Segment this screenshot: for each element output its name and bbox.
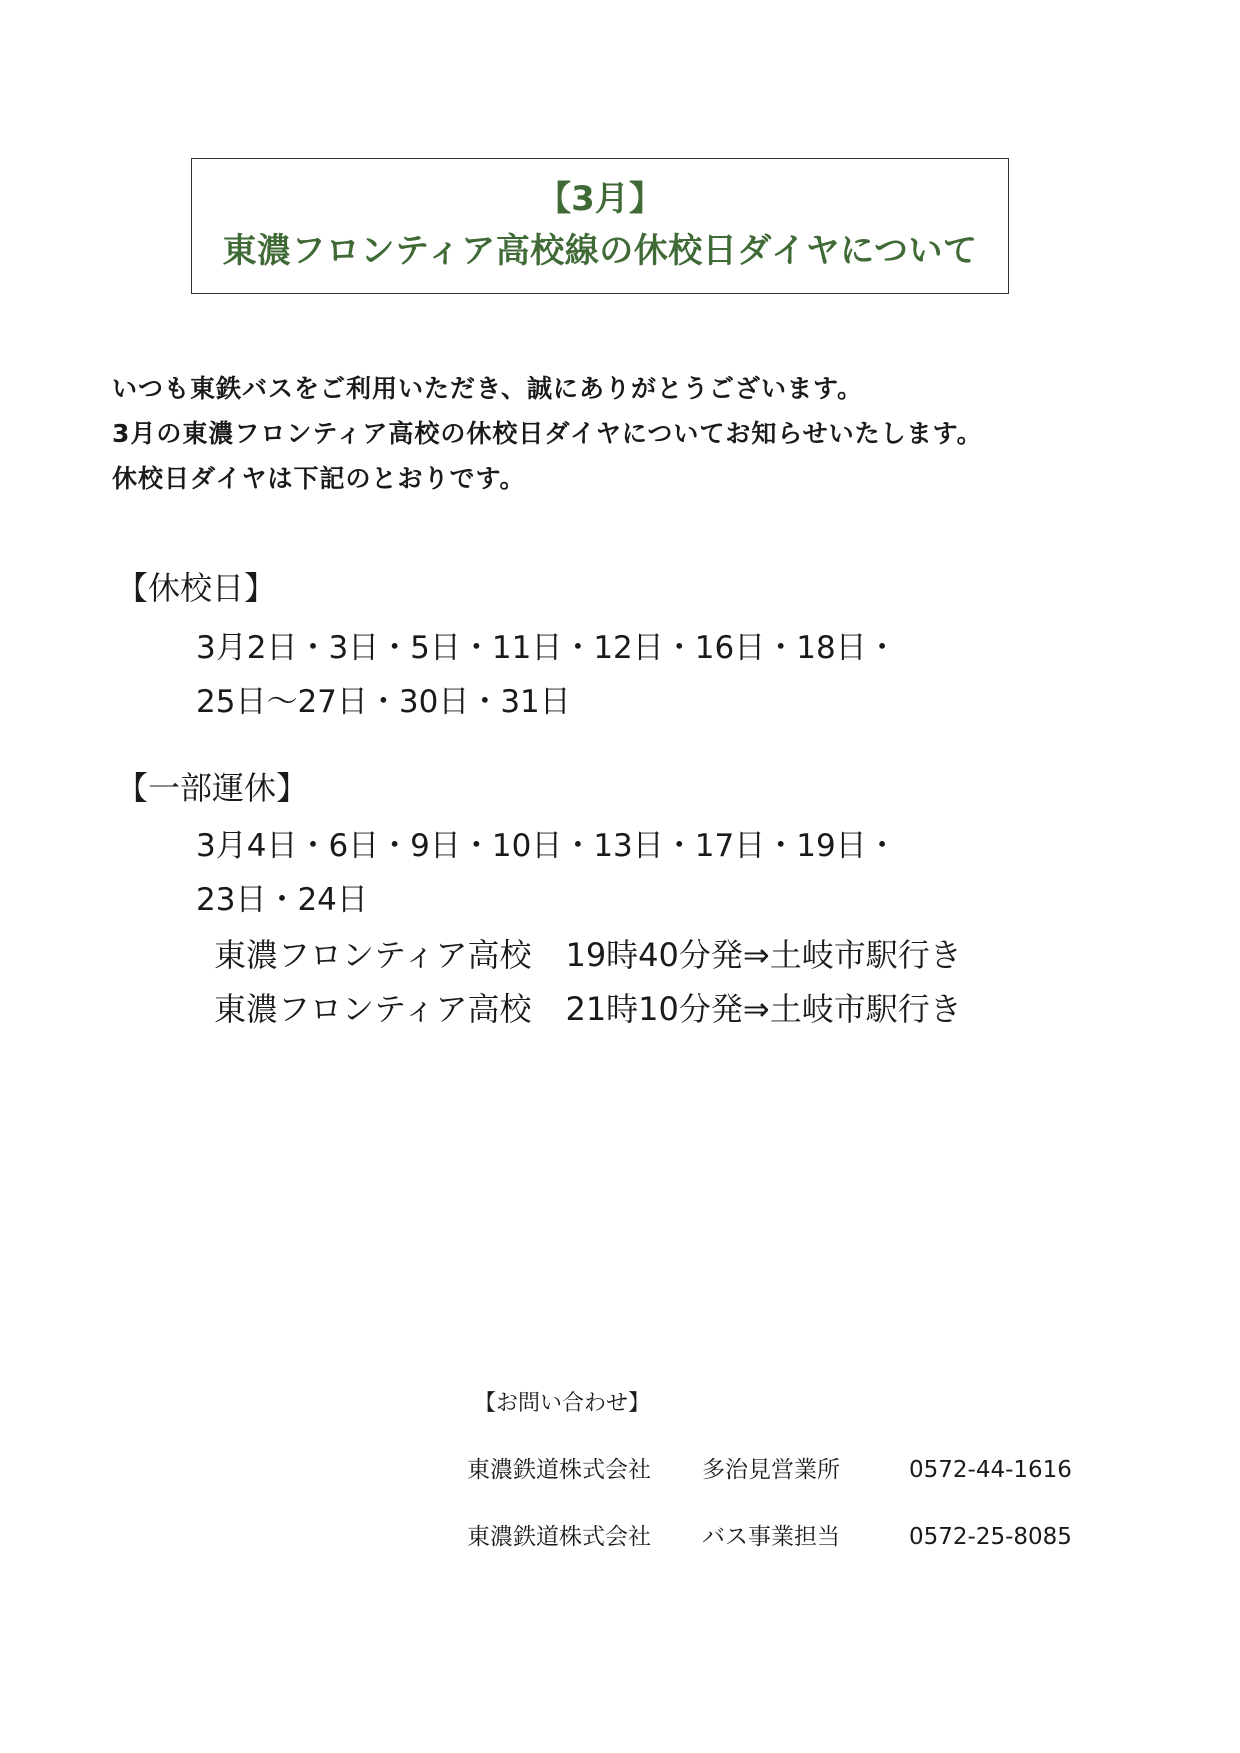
page-title: 東濃フロンティア高校線の休校日ダイヤについて xyxy=(222,231,978,271)
trip-stop: 東濃フロンティア高校 xyxy=(214,936,532,974)
intro-paragraph xyxy=(112,366,1112,501)
trip-service: 19時40分発⇒土岐市駅行き xyxy=(565,936,962,974)
suspended-trips xyxy=(214,928,962,1036)
trip-stop: 東濃フロンティア高校 xyxy=(214,990,532,1028)
suspended-trip xyxy=(214,982,962,1036)
partial-suspension-heading: 【一部運休】 xyxy=(116,769,309,807)
closed-days-dates xyxy=(196,621,898,729)
partial-suspension-line: 3月4日・6日・9日・10日・13日・17日・19日・ xyxy=(196,828,898,864)
contact-heading: 【お問い合わせ】 xyxy=(474,1391,651,1416)
suspended-trip xyxy=(214,928,962,982)
contact-row xyxy=(467,1455,1072,1485)
title-month: 【3月】 xyxy=(537,179,663,219)
closed-days-line: 3月2日・3日・5日・11日・12日・16日・18日・ xyxy=(196,630,898,666)
intro-line: いつも東鉄バスをご利用いただき、誠にありがとうございます。 xyxy=(112,374,864,403)
contact-office: 多治見営業所 xyxy=(702,1457,840,1483)
contact-company: 東濃鉄道株式会社 xyxy=(467,1524,651,1550)
contact-office: バス事業担当 xyxy=(702,1524,840,1550)
partial-suspension-dates xyxy=(196,819,898,927)
trip-service: 21時10分発⇒土岐市駅行き xyxy=(565,990,962,1028)
title-box xyxy=(191,158,1009,294)
partial-suspension-line: 23日・24日 xyxy=(196,882,368,918)
closed-days-heading: 【休校日】 xyxy=(116,569,277,607)
contact-phone: 0572-44-1616 xyxy=(909,1457,1072,1483)
intro-line: 休校日ダイヤは下記のとおりです。 xyxy=(112,464,526,493)
contact-company: 東濃鉄道株式会社 xyxy=(467,1457,651,1483)
intro-line: 3月の東濃フロンティア高校の休校日ダイヤについてお知らせいたします。 xyxy=(112,419,983,448)
closed-days-line: 25日～27日・30日・31日 xyxy=(196,684,571,720)
contact-row xyxy=(467,1522,1072,1552)
contact-phone: 0572-25-8085 xyxy=(909,1524,1072,1550)
